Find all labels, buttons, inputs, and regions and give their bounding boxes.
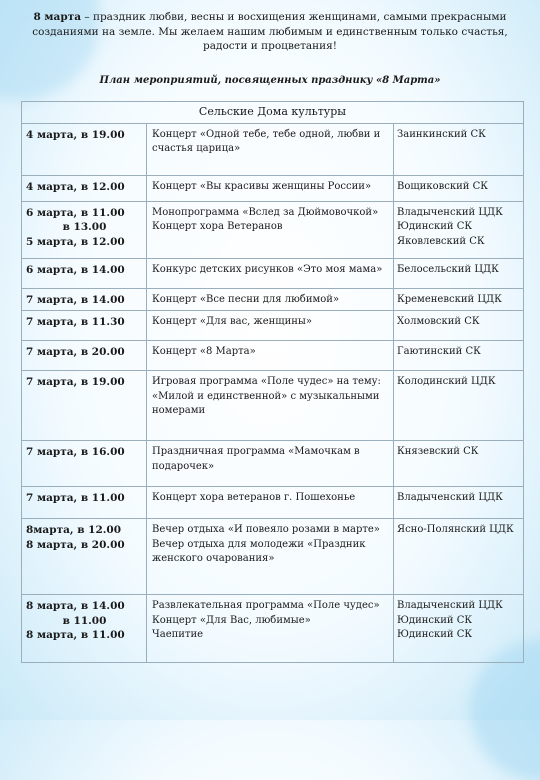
date-cell <box>22 123 147 175</box>
venue-cell-line: Холмовский СК <box>397 316 480 327</box>
venue-cell <box>394 341 524 371</box>
date-cell <box>22 519 147 595</box>
section-header: Сельские Дома культуры <box>22 102 524 124</box>
table-row <box>22 311 524 341</box>
table-row <box>22 201 524 258</box>
venue-cell-line: Заинкинский СК <box>397 128 486 140</box>
event-cell-line: Развлекательная программа «Поле чудес» <box>152 600 380 611</box>
event-cell <box>147 175 394 201</box>
event-cell-line: Концерт хора ветеранов г. Пошехонье <box>152 492 356 503</box>
intro-text: – праздник любви, весны и восхищения женщинами, самыми прекрасными созданиями на земле. Мы желаем нашим любимым и единственным только счастья, радости и процветания! <box>32 11 508 52</box>
table-row <box>22 175 524 201</box>
venue-cell <box>394 487 524 519</box>
event-cell <box>147 519 394 595</box>
venue-cell <box>394 123 524 175</box>
event-cell <box>147 441 394 487</box>
intro-paragraph <box>22 10 518 54</box>
event-cell <box>147 201 394 258</box>
event-cell <box>147 311 394 341</box>
date-cell <box>22 311 147 341</box>
date-cell-line: 7 марта, в 11.30 <box>26 316 125 328</box>
event-cell <box>147 123 394 175</box>
event-cell-line: Концерт «8 Марта» <box>152 346 256 357</box>
table-row <box>22 519 524 595</box>
event-cell-line: Вечер отдыха для молодежи «Праздник женского очарования» <box>152 538 366 564</box>
date-cell <box>22 441 147 487</box>
date-cell <box>22 258 147 288</box>
date-cell-line: в 13.00 <box>62 221 107 233</box>
venue-cell <box>394 311 524 341</box>
date-cell-line: 8 марта, в 11.00 <box>26 629 125 641</box>
date-cell <box>22 341 147 371</box>
date-cell-line: 7 марта, в 11.00 <box>26 492 125 504</box>
event-cell-line: Праздничная программа «Мамочкам в подарочек» <box>152 446 360 472</box>
event-cell <box>147 595 394 663</box>
events-table <box>21 101 524 663</box>
event-cell-line: Концерт «Для вас, женщины» <box>152 316 313 327</box>
event-cell <box>147 487 394 519</box>
venue-cell-line: Владыченский ЦДК <box>397 206 503 218</box>
date-cell-line: 7 марта, в 14.00 <box>26 293 125 306</box>
date-cell-line: 6 марта, в 14.00 <box>26 263 125 276</box>
date-cell-line: 8 марта, в 14.00 <box>26 600 125 612</box>
venue-cell-line: Юдинский СК <box>397 614 473 626</box>
venue-cell-line: Владыченский ЦДК <box>397 492 503 503</box>
event-cell-line: Игровая программа «Поле чудес» на тему: «Милой и единственной» с музыкальными номерами <box>152 376 381 416</box>
venue-cell-line: Кременевский ЦДК <box>397 293 502 305</box>
date-cell-line: 5 марта, в 12.00 <box>26 235 125 248</box>
event-cell-line: Концерт «Одной тебе, тебе одной, любви и счастья царица» <box>152 128 381 154</box>
venue-cell-line: Гаютинский СК <box>397 346 481 357</box>
date-cell-line: 7 марта, в 16.00 <box>26 446 125 458</box>
venue-cell-line: Колодинский ЦДК <box>397 376 496 387</box>
date-cell-line: в 11.00 <box>62 614 107 627</box>
venue-cell <box>394 595 524 663</box>
date-cell-line: 6 марта, в 11.00 <box>26 206 125 219</box>
venue-cell <box>394 258 524 288</box>
venue-cell-line: Юдинский СК <box>397 221 473 232</box>
venue-cell-line: Вощиковский СК <box>397 180 488 192</box>
date-cell <box>22 175 147 201</box>
table-row <box>22 487 524 519</box>
venue-cell-line: Юдинский СК <box>397 629 473 640</box>
event-cell-line: Концерт хора Ветеранов <box>152 221 283 232</box>
venue-cell-line: Князевский СК <box>397 446 479 457</box>
event-cell <box>147 288 394 311</box>
venue-cell <box>394 371 524 441</box>
event-cell-line: Концерт «Вы красивы женщины России» <box>152 180 372 192</box>
event-cell <box>147 371 394 441</box>
venue-cell-line: Владыченский ЦДК <box>397 600 503 611</box>
venue-cell-line: Яковлевский СК <box>397 235 485 247</box>
table-row <box>22 123 524 175</box>
date-cell-line: 4 марта, в 19.00 <box>26 128 125 141</box>
venue-cell <box>394 288 524 311</box>
table-row <box>22 258 524 288</box>
venue-cell-line: Ясно-Полянский ЦДК <box>397 524 514 535</box>
table-row <box>22 595 524 663</box>
date-cell-line: 8 марта, в 20.00 <box>26 538 125 551</box>
venue-cell <box>394 175 524 201</box>
venue-cell-line: Белосельский ЦДК <box>397 263 499 275</box>
date-cell <box>22 288 147 311</box>
date-cell-line: 7 марта, в 19.00 <box>26 376 125 388</box>
event-cell-line: Концерт «Для Вас, любимые» <box>152 614 311 626</box>
table-row <box>22 371 524 441</box>
table-row <box>22 441 524 487</box>
date-cell-line: 7 марта, в 20.00 <box>26 346 125 358</box>
date-cell <box>22 487 147 519</box>
venue-cell <box>394 519 524 595</box>
date-cell <box>22 201 147 258</box>
venue-cell <box>394 201 524 258</box>
event-cell <box>147 341 394 371</box>
event-cell-line: Вечер отдыха «И повеяло розами в марте» <box>152 524 380 535</box>
date-cell-line: 4 марта, в 12.00 <box>26 180 125 193</box>
table-row <box>22 288 524 311</box>
event-cell-line: Чаепитие <box>152 629 204 640</box>
event-cell-line: Конкурс детских рисунков «Это моя мама» <box>152 263 383 275</box>
event-cell-line: Концерт «Все песни для любимой» <box>152 293 340 305</box>
table-row <box>22 341 524 371</box>
event-cell <box>147 258 394 288</box>
venue-cell <box>394 441 524 487</box>
date-cell <box>22 595 147 663</box>
date-cell <box>22 371 147 441</box>
table-header-row <box>22 102 524 124</box>
intro-date: 8 марта <box>33 11 82 23</box>
date-cell-line: 8марта, в 12.00 <box>26 524 122 536</box>
event-cell-line: Монопрограмма «Вслед за Дюймовочкой» <box>152 206 379 218</box>
plan-title: План мероприятий, посвященных празднику «8 Марта» <box>99 75 441 86</box>
